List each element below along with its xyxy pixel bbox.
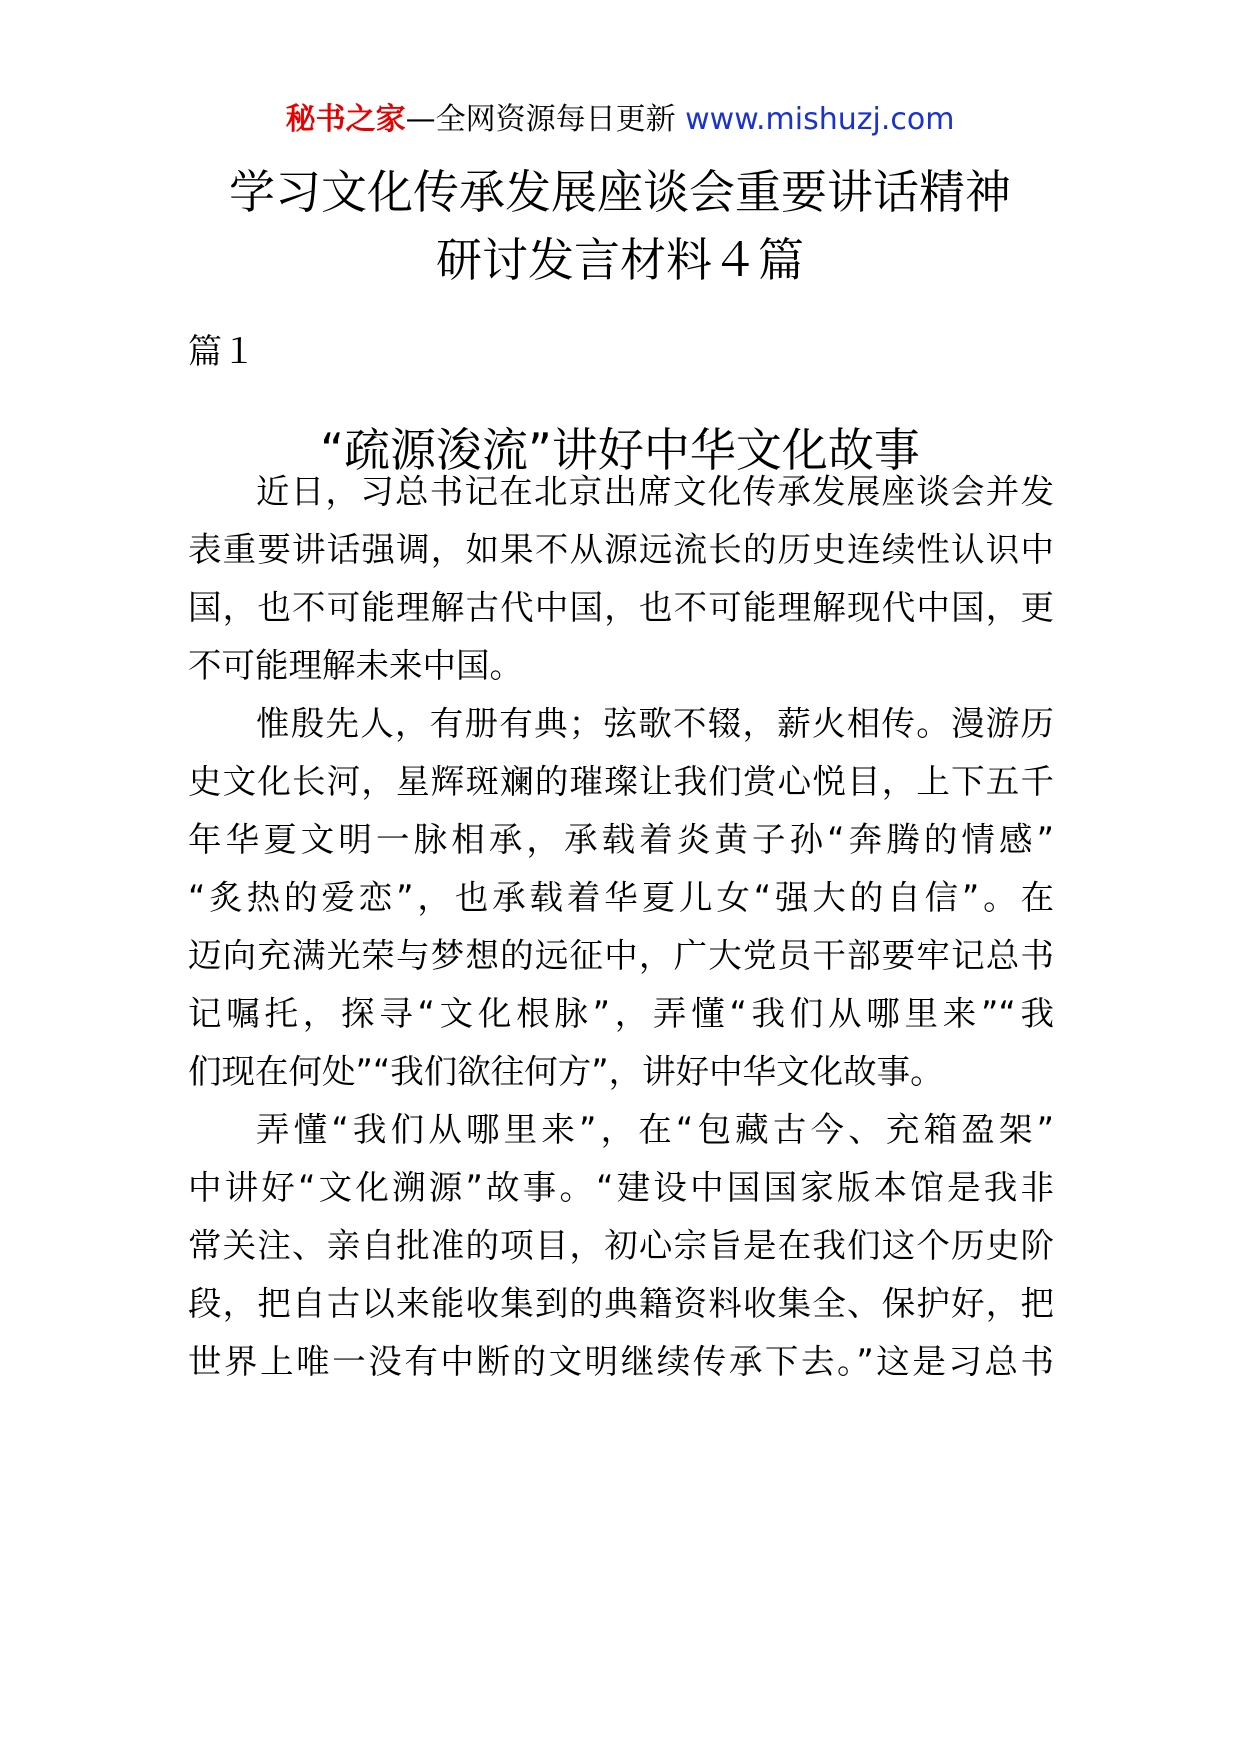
body-line: 不可能理解未来中国。 [188,646,523,685]
body-line: 常关注、亲自批准的项目，初心宗旨是在我们这个历史阶 [188,1226,1054,1265]
document-title-line-2: 研讨发言材料４篇 [436,233,804,287]
document-title-line-1: 学习文化传承发展座谈会重要讲话精神 [229,165,1011,219]
body-line: 近日，习总书记在北京出席文化传承发展座谈会并发 [256,472,1054,511]
body-line: 们现在何处”“我们欲往何方”，讲好中华文化故事。 [188,1052,944,1091]
body-line: 世界上唯一没有中断的文明继续传承下去。”这是习总书 [188,1342,1054,1381]
body-line: 国，也不可能理解古代中国，也不可能理解现代中国，更 [188,588,1054,627]
body-line: 弄懂“我们从哪里来”，在“包藏古今、充箱盈架” [256,1110,1054,1149]
section-label: 篇１ [188,332,256,372]
site-url[interactable]: www.mishuzj.com [685,102,955,137]
body-line: 中讲好“文化溯源”故事。“建设中国国家版本馆是我非 [188,1168,1054,1207]
site-header [0,100,1240,140]
body-line: 迈向充满光荣与梦想的远征中，广大党员干部要牢记总书 [188,936,1054,975]
header-tagline: —全网资源每日更新 [405,102,686,137]
body-line: 段，把自古以来能收集到的典籍资料收集全、保护好，把 [188,1284,1054,1323]
body-line: 惟殷先人，有册有典；弦歌不辍，薪火相传。漫游历 [256,704,1054,743]
brand-name: 秘书之家 [285,102,406,137]
article-title: “疏源浚流”讲好中华文化故事 [320,423,920,477]
body-line: 史文化长河，星辉斑斓的璀璨让我们赏心悦目，上下五千 [188,762,1054,801]
body-line: “炙热的爱恋”，也承载着华夏儿女“强大的自信”。在 [188,878,1054,917]
body-line: 表重要讲话强调，如果不从源远流长的历史连续性认识中 [188,530,1054,569]
body-line: 年华夏文明一脉相承，承载着炎黄子孙“奔腾的情感” [188,820,1054,859]
body-line: 记嘱托，探寻“文化根脉”，弄懂“我们从哪里来”“我 [188,994,1054,1033]
